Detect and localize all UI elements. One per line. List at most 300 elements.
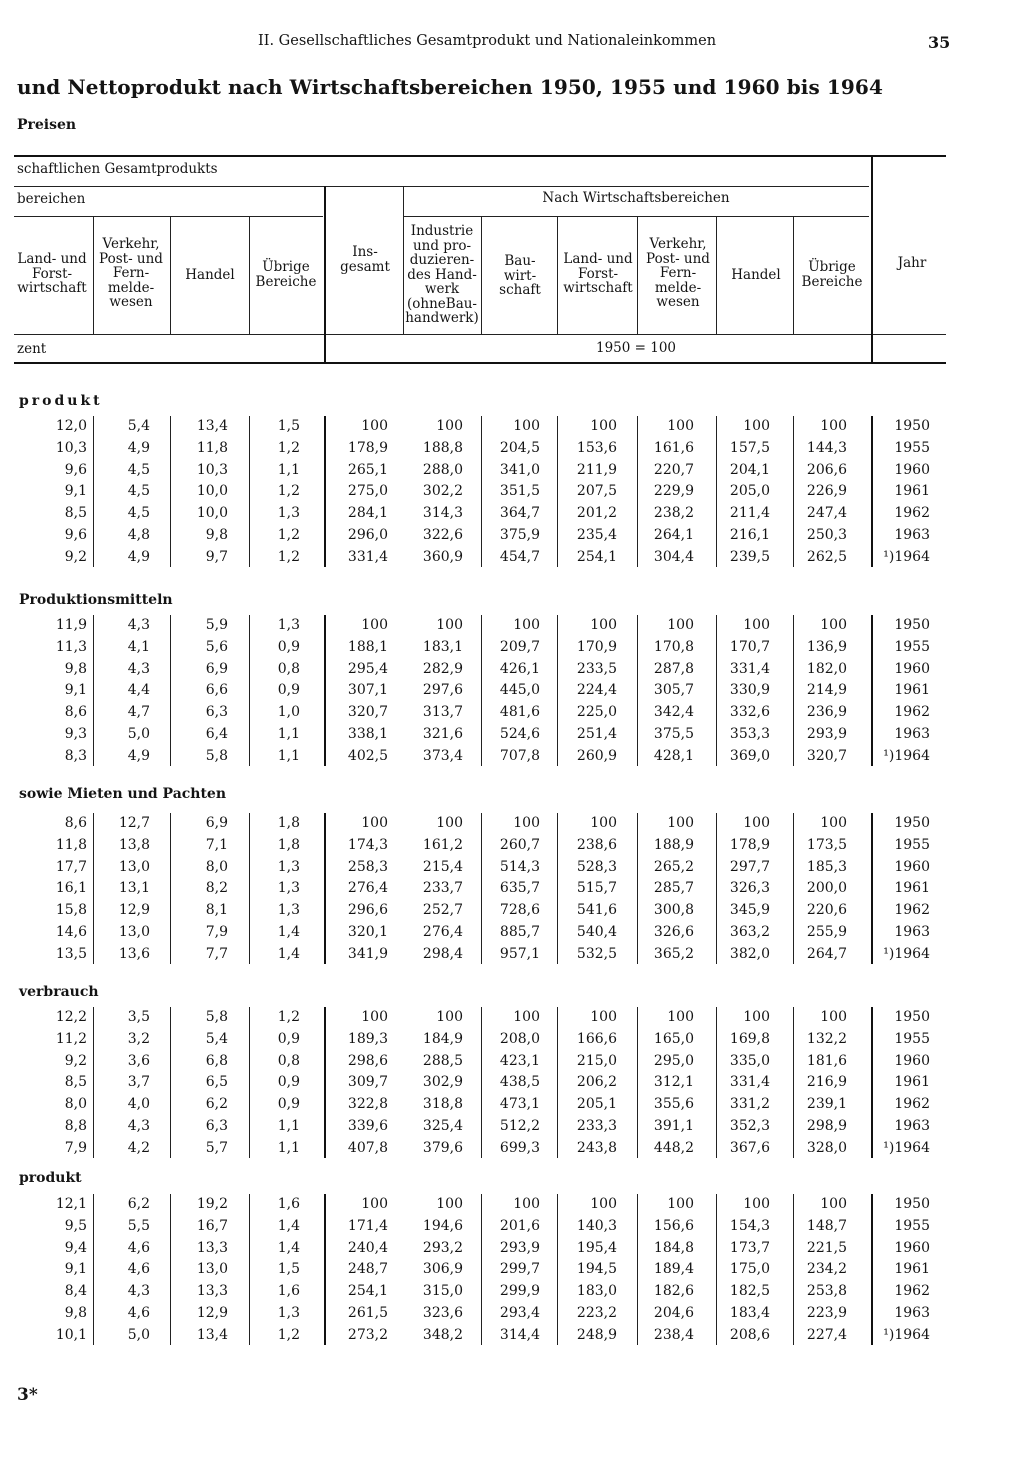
- table-cell: 100: [667, 418, 694, 434]
- table-cell: 223,9: [806, 1305, 847, 1321]
- year-cell: 1962: [894, 1283, 930, 1300]
- table-cell: 13,0: [118, 858, 150, 875]
- table-cell: 312,1: [653, 1074, 694, 1091]
- table-cell: 309,7: [347, 1074, 388, 1091]
- table-cell: 247,4: [806, 505, 847, 522]
- table-cell: 10,1: [55, 1326, 87, 1343]
- year-cell: 1963: [894, 1118, 930, 1134]
- header-subgroup-rule-right: [403, 216, 869, 217]
- table-cell: 16,7: [196, 1217, 228, 1234]
- year-cell: 1960: [894, 461, 930, 478]
- table-cell: 369,0: [729, 747, 770, 764]
- table-cell: 326,6: [653, 924, 694, 940]
- table-cell: 276,4: [347, 880, 388, 897]
- table-cell: 100: [820, 815, 847, 831]
- year-cell: 1963: [894, 1305, 930, 1321]
- table-cell: 188,8: [422, 439, 463, 456]
- table-cell: 524,6: [499, 726, 540, 742]
- table-cell: 188,9: [653, 836, 694, 853]
- table-cell: 1,1: [277, 747, 300, 764]
- table-cell: 314,4: [499, 1326, 540, 1343]
- table-cell: 1,5: [277, 418, 300, 434]
- table-cell: 100: [820, 617, 847, 633]
- table-cell: 293,9: [499, 1239, 540, 1256]
- table-cell: 100: [743, 418, 770, 434]
- table-cell: 4,3: [127, 660, 150, 677]
- table-cell: 100: [436, 1196, 463, 1212]
- table-cell: 9,4: [64, 1239, 87, 1256]
- table-cell: 1,4: [277, 924, 300, 940]
- year-cell: 1962: [894, 704, 930, 721]
- year-cell: 1962: [894, 505, 930, 522]
- table-cell: 296,0: [347, 527, 388, 543]
- year-cell: ¹)1964: [883, 1139, 930, 1156]
- table-cell: 11,2: [55, 1030, 87, 1047]
- table-cell: 0,9: [277, 1096, 300, 1113]
- table-cell: 8,8: [64, 1118, 87, 1134]
- section-title: Produktionsmitteln: [19, 592, 173, 608]
- table-cell: 100: [743, 617, 770, 633]
- table-cell: 1,2: [277, 1326, 300, 1343]
- table-cell: 100: [361, 418, 388, 434]
- table-cell: 189,3: [347, 1030, 388, 1047]
- table-cell: 252,7: [422, 902, 463, 919]
- table-cell: 11,3: [55, 638, 87, 655]
- table-cell: 100: [743, 815, 770, 831]
- table-cell: 5,0: [127, 1326, 150, 1343]
- table-cell: 184,9: [422, 1030, 463, 1047]
- table-cell: 313,7: [422, 704, 463, 721]
- table-cell: 379,6: [422, 1139, 463, 1156]
- table-cell: 305,7: [653, 682, 694, 699]
- table-cell: 9,5: [64, 1217, 87, 1234]
- table-cell: 9,8: [64, 1305, 87, 1321]
- table-cell: 1,3: [277, 858, 300, 875]
- table-cell: 4,3: [127, 1118, 150, 1134]
- table-cell: 8,5: [64, 505, 87, 522]
- table-cell: 5,4: [205, 1030, 228, 1047]
- table-cell: 1,4: [277, 1239, 300, 1256]
- year-cell: 1961: [894, 483, 930, 500]
- table-cell: 512,2: [499, 1118, 540, 1134]
- table-cell: 9,1: [64, 483, 87, 500]
- table-cell: 0,8: [277, 660, 300, 677]
- table-cell: 188,1: [347, 638, 388, 655]
- table-cell: 1,2: [277, 483, 300, 500]
- table-cell: 331,4: [729, 660, 770, 677]
- table-cell: 100: [513, 1009, 540, 1025]
- table-cell: 100: [667, 815, 694, 831]
- footer-mark: 3*: [17, 1385, 38, 1405]
- table-cell: 208,0: [499, 1030, 540, 1047]
- table-cell: 236,9: [806, 704, 847, 721]
- table-cell: 348,2: [422, 1326, 463, 1343]
- table-cell: 5,7: [205, 1139, 228, 1156]
- table-cell: 8,1: [205, 902, 228, 919]
- table-cell: 100: [820, 1196, 847, 1212]
- table-cell: 315,0: [422, 1283, 463, 1300]
- table-cell: 243,8: [576, 1139, 617, 1156]
- table-cell: 140,3: [576, 1217, 617, 1234]
- table-cell: 204,1: [729, 461, 770, 478]
- table-cell: 238,2: [653, 505, 694, 522]
- column-header-handel-index: Handel: [731, 267, 781, 283]
- table-cell: 323,6: [422, 1305, 463, 1321]
- table-cell: 183,1: [422, 638, 463, 655]
- table-cell: 282,9: [422, 660, 463, 677]
- table-cell: 100: [513, 617, 540, 633]
- table-cell: 363,2: [729, 924, 770, 940]
- table-cell: 234,2: [806, 1261, 847, 1278]
- table-cell: 8,3: [64, 747, 87, 764]
- column-header-verkehr-index: Verkehr, Post- und Fern- melde- wesen: [646, 236, 710, 310]
- table-cell: 5,5: [127, 1217, 150, 1234]
- table-cell: 515,7: [576, 880, 617, 897]
- table-cell: 6,3: [205, 1118, 228, 1134]
- table-cell: 214,9: [806, 682, 847, 699]
- table-cell: 238,6: [576, 836, 617, 853]
- table-cell: 182,0: [806, 660, 847, 677]
- table-cell: 331,2: [729, 1096, 770, 1113]
- table-cell: 220,7: [653, 461, 694, 478]
- table-cell: 4,4: [127, 682, 150, 699]
- year-cell: 1950: [894, 617, 930, 633]
- table-cell: 4,0: [127, 1096, 150, 1113]
- table-cell: 1,4: [277, 945, 300, 962]
- table-cell: 1,3: [277, 880, 300, 897]
- page-number: 35: [928, 33, 951, 52]
- header-subgroup-rule-left: [14, 216, 323, 217]
- year-cell: 1950: [894, 1196, 930, 1212]
- table-cell: 330,9: [729, 682, 770, 699]
- table-cell: 288,5: [422, 1052, 463, 1069]
- table-cell: 100: [361, 1009, 388, 1025]
- table-cell: 100: [820, 1009, 847, 1025]
- table-cell: 254,1: [576, 548, 617, 565]
- table-cell: 7,1: [205, 836, 228, 853]
- table-cell: 302,2: [422, 483, 463, 500]
- table-cell: 8,2: [205, 880, 228, 897]
- table-cell: 12,1: [55, 1196, 87, 1212]
- table-cell: 364,7: [499, 505, 540, 522]
- table-cell: 100: [436, 617, 463, 633]
- table-cell: 4,5: [127, 483, 150, 500]
- table-cell: 287,8: [653, 660, 694, 677]
- table-cell: 12,9: [196, 1305, 228, 1321]
- table-cell: 7,9: [205, 924, 228, 940]
- table-cell: 194,6: [422, 1217, 463, 1234]
- table-cell: 265,1: [347, 461, 388, 478]
- table-cell: 326,3: [729, 880, 770, 897]
- table-cell: 284,1: [347, 505, 388, 522]
- table-cell: 100: [513, 1196, 540, 1212]
- header-group-left: bereichen: [17, 191, 86, 207]
- year-cell: ¹)1964: [883, 548, 930, 565]
- table-cell: 1,3: [277, 902, 300, 919]
- table-cell: 322,8: [347, 1096, 388, 1113]
- table-cell: 957,1: [499, 945, 540, 962]
- table-cell: 100: [743, 1196, 770, 1212]
- table-cell: 248,9: [576, 1326, 617, 1343]
- table-cell: 4,3: [127, 1283, 150, 1300]
- table-cell: 173,5: [806, 836, 847, 853]
- table-cell: 4,1: [127, 638, 150, 655]
- table-cell: 6,6: [205, 682, 228, 699]
- table-cell: 248,7: [347, 1261, 388, 1278]
- table-cell: 302,9: [422, 1074, 463, 1091]
- year-cell: 1962: [894, 902, 930, 919]
- table-cell: 204,5: [499, 439, 540, 456]
- table-cell: 170,7: [729, 638, 770, 655]
- year-cell: 1960: [894, 858, 930, 875]
- column-header-uebrige: Übrige Bereiche: [255, 259, 317, 290]
- table-cell: 341,0: [499, 461, 540, 478]
- table-cell: 6,2: [205, 1096, 228, 1113]
- table-cell: 332,6: [729, 704, 770, 721]
- table-cell: 5,6: [205, 638, 228, 655]
- table-cell: 13,3: [196, 1239, 228, 1256]
- table-cell: 182,5: [729, 1283, 770, 1300]
- table-cell: 367,6: [729, 1139, 770, 1156]
- table-cell: 1,3: [277, 617, 300, 633]
- table-cell: 13,0: [196, 1261, 228, 1278]
- table-cell: 100: [361, 815, 388, 831]
- table-cell: 6,3: [205, 704, 228, 721]
- table-cell: 12,9: [118, 902, 150, 919]
- table-cell: 1,3: [277, 505, 300, 522]
- table-cell: 183,0: [576, 1283, 617, 1300]
- table-cell: 3,6: [127, 1052, 150, 1069]
- year-cell: ¹)1964: [883, 1326, 930, 1343]
- table-cell: 699,3: [499, 1139, 540, 1156]
- table-cell: 8,4: [64, 1283, 87, 1300]
- table-cell: 9,7: [205, 548, 228, 565]
- table-cell: 352,3: [729, 1118, 770, 1134]
- table-cell: 11,8: [55, 836, 87, 853]
- header-group-rule: [14, 186, 869, 187]
- section-title: verbrauch: [19, 984, 99, 1000]
- table-cell: 3,7: [127, 1074, 150, 1091]
- table-cell: 100: [513, 418, 540, 434]
- table-cell: 215,0: [576, 1052, 617, 1069]
- table-cell: 445,0: [499, 682, 540, 699]
- table-cell: 221,5: [806, 1239, 847, 1256]
- table-cell: 532,5: [576, 945, 617, 962]
- table-cell: 216,1: [729, 527, 770, 543]
- table-cell: 707,8: [499, 747, 540, 764]
- table-cell: 402,5: [347, 747, 388, 764]
- table-cell: 100: [361, 1196, 388, 1212]
- table-cell: 1,6: [277, 1283, 300, 1300]
- section-title: produkt: [19, 1170, 82, 1186]
- table-cell: 295,0: [653, 1052, 694, 1069]
- table-cell: 4,6: [127, 1239, 150, 1256]
- table-cell: 3,5: [127, 1009, 150, 1025]
- table-cell: 0,9: [277, 682, 300, 699]
- table-cell: 375,9: [499, 527, 540, 543]
- table-cell: 227,4: [806, 1326, 847, 1343]
- table-cell: 297,6: [422, 682, 463, 699]
- table-cell: 9,6: [64, 461, 87, 478]
- table-cell: 331,4: [729, 1074, 770, 1091]
- table-cell: 182,6: [653, 1283, 694, 1300]
- table-cell: 229,9: [653, 483, 694, 500]
- table-cell: 4,5: [127, 461, 150, 478]
- table-cell: 382,0: [729, 945, 770, 962]
- table-cell: 4,8: [127, 527, 150, 543]
- year-cell: 1955: [894, 439, 930, 456]
- table-cell: 9,8: [205, 527, 228, 543]
- table-cell: 12,0: [55, 418, 87, 434]
- table-cell: 11,9: [55, 617, 87, 633]
- table-cell: 320,1: [347, 924, 388, 940]
- table-cell: 407,8: [347, 1139, 388, 1156]
- table-cell: 10,0: [196, 483, 228, 500]
- year-cell: 1961: [894, 682, 930, 699]
- table-cell: 298,4: [422, 945, 463, 962]
- table-cell: 335,0: [729, 1052, 770, 1069]
- table-cell: 9,2: [64, 1052, 87, 1069]
- table-cell: 15,8: [55, 902, 87, 919]
- table-cell: 296,6: [347, 902, 388, 919]
- table-cell: 13,1: [118, 880, 150, 897]
- section-title: sowie Mieten und Pachten: [19, 786, 227, 802]
- table-cell: 14,6: [55, 924, 87, 940]
- header-top-rule: [14, 155, 946, 157]
- table-cell: 4,9: [127, 548, 150, 565]
- table-cell: 1,1: [277, 1118, 300, 1134]
- column-header-land-forst-index: Land- und Forst- wirtschaft: [563, 251, 633, 296]
- table-cell: 4,9: [127, 439, 150, 456]
- table-cell: 16,1: [55, 880, 87, 897]
- table-cell: 320,7: [806, 747, 847, 764]
- table-cell: 293,9: [806, 726, 847, 742]
- header-group-right: Nach Wirtschaftsbereichen: [542, 190, 730, 206]
- table-cell: 1,5: [277, 1261, 300, 1278]
- table-cell: 132,2: [806, 1030, 847, 1047]
- table-cell: 4,2: [127, 1139, 150, 1156]
- table-cell: 307,1: [347, 682, 388, 699]
- table-cell: 250,3: [806, 527, 847, 543]
- table-cell: 1,2: [277, 527, 300, 543]
- year-cell: 1950: [894, 815, 930, 831]
- table-cell: 260,7: [499, 836, 540, 853]
- year-cell: 1961: [894, 1074, 930, 1091]
- table-cell: 293,2: [422, 1239, 463, 1256]
- table-cell: 4,5: [127, 505, 150, 522]
- section-title: produkt: [19, 393, 103, 409]
- table-cell: 0,9: [277, 1030, 300, 1047]
- table-cell: 261,5: [347, 1305, 388, 1321]
- table-cell: 8,5: [64, 1074, 87, 1091]
- table-cell: 206,6: [806, 461, 847, 478]
- table-cell: 238,4: [653, 1326, 694, 1343]
- table-cell: 8,6: [64, 815, 87, 831]
- table-cell: 262,5: [806, 548, 847, 565]
- table-cell: 6,5: [205, 1074, 228, 1091]
- table-cell: 4,3: [127, 617, 150, 633]
- table-cell: 341,9: [347, 945, 388, 962]
- table-cell: 338,1: [347, 726, 388, 742]
- table-cell: 233,5: [576, 660, 617, 677]
- table-cell: 4,9: [127, 747, 150, 764]
- table-cell: 276,4: [422, 924, 463, 940]
- table-cell: 185,3: [806, 858, 847, 875]
- table-cell: 100: [820, 418, 847, 434]
- year-cell: 1955: [894, 1217, 930, 1234]
- table-cell: 100: [436, 815, 463, 831]
- table-cell: 255,9: [806, 924, 847, 940]
- running-header: II. Gesellschaftliches Gesamtprodukt und Nationaleinkommen: [258, 33, 717, 49]
- table-cell: 144,3: [806, 439, 847, 456]
- table-cell: 201,6: [499, 1217, 540, 1234]
- year-cell: 1963: [894, 924, 930, 940]
- table-cell: 541,6: [576, 902, 617, 919]
- year-cell: 1950: [894, 1009, 930, 1025]
- table-cell: 204,6: [653, 1305, 694, 1321]
- table-cell: 206,2: [576, 1074, 617, 1091]
- table-cell: 189,4: [653, 1261, 694, 1278]
- table-cell: 298,6: [347, 1052, 388, 1069]
- table-cell: 304,4: [653, 548, 694, 565]
- table-cell: 293,4: [499, 1305, 540, 1321]
- table-cell: 254,1: [347, 1283, 388, 1300]
- table-cell: 5,4: [127, 418, 150, 434]
- table-cell: 318,8: [422, 1096, 463, 1113]
- table-cell: 13,3: [196, 1283, 228, 1300]
- table-cell: 9,1: [64, 682, 87, 699]
- table-cell: 6,2: [127, 1196, 150, 1212]
- table-cell: 251,4: [576, 726, 617, 742]
- table-cell: 295,4: [347, 660, 388, 677]
- table-cell: 5,8: [205, 1009, 228, 1025]
- year-cell: 1963: [894, 527, 930, 543]
- table-cell: 275,0: [347, 483, 388, 500]
- table-cell: 226,9: [806, 483, 847, 500]
- table-cell: 1,6: [277, 1196, 300, 1212]
- table-cell: 9,6: [64, 527, 87, 543]
- year-cell: 1961: [894, 880, 930, 897]
- table-cell: 100: [590, 1196, 617, 1212]
- table-cell: 360,9: [422, 548, 463, 565]
- table-cell: 184,8: [653, 1239, 694, 1256]
- table-cell: 473,1: [499, 1096, 540, 1113]
- column-header-industrie: Industrie und pro- duzieren- des Hand- werk (ohneBau- handwerk): [405, 223, 479, 326]
- year-cell: 1955: [894, 1030, 930, 1047]
- table-cell: 635,7: [499, 880, 540, 897]
- table-cell: 300,8: [653, 902, 694, 919]
- table-cell: 9,1: [64, 1261, 87, 1278]
- table-cell: 321,6: [422, 726, 463, 742]
- table-cell: 13,4: [196, 418, 228, 434]
- table-cell: 235,4: [576, 527, 617, 543]
- column-header-uebrige-index: Übrige Bereiche: [801, 259, 863, 290]
- table-cell: 331,4: [347, 548, 388, 565]
- table-cell: 166,6: [576, 1030, 617, 1047]
- table-cell: 4,6: [127, 1261, 150, 1278]
- table-cell: 136,9: [806, 638, 847, 655]
- table-cell: 100: [590, 1009, 617, 1025]
- table-cell: 448,2: [653, 1139, 694, 1156]
- table-cell: 273,2: [347, 1326, 388, 1343]
- table-cell: 285,7: [653, 880, 694, 897]
- table-cell: 239,5: [729, 548, 770, 565]
- table-cell: 100: [513, 815, 540, 831]
- header-unit-left: zent: [17, 341, 47, 357]
- table-cell: 375,5: [653, 726, 694, 742]
- year-cell: 1955: [894, 836, 930, 853]
- table-cell: 211,9: [576, 461, 617, 478]
